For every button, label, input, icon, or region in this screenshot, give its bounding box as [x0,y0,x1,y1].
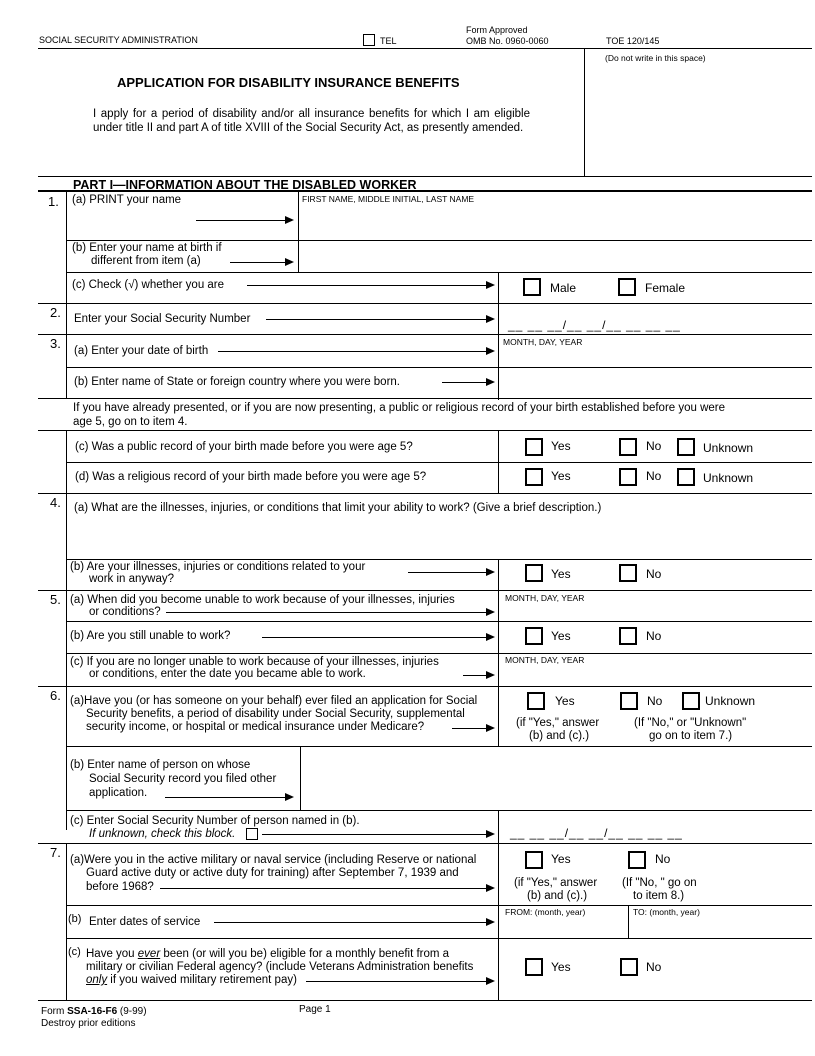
q1b-label: (b) Enter your name at birth if [72,242,222,254]
yes-label: Yes [551,469,571,483]
birthplace-field[interactable] [499,368,812,398]
q3c-label: (c) Was a public record of your birth made before you were age 5? [75,441,413,453]
toe-code: TOE 120/145 [606,36,660,46]
q7a-label: before 1968? [86,881,154,893]
q5c-label: (c) If you are no longer unable to work because of your illnesses, injuries [70,656,439,668]
q7c-emphasis: only [86,974,108,986]
dob-field[interactable] [499,349,812,365]
q3b-label: (b) Enter name of State or foreign country where you were born. [74,376,400,388]
row-rule [38,686,812,687]
q3d-no-checkbox[interactable] [619,468,637,486]
q1a-hint: FIRST NAME, MIDDLE INITIAL, LAST NAME [302,194,475,204]
q3a-hint: MONTH, DAY, YEAR [503,337,583,347]
destroy-note: Destroy prior editions [41,1018,136,1029]
q7-yes-note: (b) and (c).) [527,890,588,902]
q7c-emphasis: ever [137,948,161,960]
form-id-number: SSA-16-F6 [67,1006,118,1017]
tel-checkbox[interactable] [363,34,375,46]
birth-record-note: If you have already presented, or if you are now presenting, a public or religious record of your birth established before you were age 5, go on to item 4. [73,402,726,428]
arrow [218,351,493,352]
arrow [306,981,493,982]
form-id-date: (9-99) [117,1006,147,1017]
q5b-label: (b) Are you still unable to work? [70,630,231,642]
q6b-line: application. [89,787,148,799]
office-use-divider [584,48,585,176]
q7a-yes-checkbox[interactable] [525,851,543,869]
q7c-label [86,974,297,987]
q7-no-note: to item 8.) [633,890,685,902]
answer-column-rule [498,810,499,843]
arrow [160,888,493,889]
arrow [262,834,493,835]
q1a-label: (a) PRINT your name [72,194,182,206]
male-label: Male [550,281,577,295]
q4a-label: (a) What are the illnesses, injuries, or conditions that limit your ability to work? (Give a brief description.) [74,502,602,514]
q6b-line: (b) Enter name of person on whose [70,759,251,771]
no-label: No [646,439,662,453]
q6a-no-checkbox[interactable] [620,692,638,710]
item-number: 4. [50,495,61,510]
q3d-unknown-checkbox[interactable] [677,468,695,486]
agency-name: SOCIAL SECURITY ADMINISTRATION [39,35,198,45]
tel-label: TEL [380,36,397,46]
name-field[interactable] [299,205,812,239]
unknown-label: Unknown [703,471,754,485]
q4b-yes-checkbox[interactable] [525,564,543,582]
female-label: Female [645,281,686,295]
no-label: No [646,960,662,974]
row-rule [38,1000,812,1001]
other-ssn-field[interactable]: __ __ __/__ __/__ __ __ __ [510,826,683,840]
q5c-label: or conditions, enter the date you became able to work. [89,668,366,680]
q3c-unknown-checkbox[interactable] [677,438,695,456]
item-number: 6. [50,688,61,703]
yes-label: Yes [551,960,571,974]
row-rule [38,590,812,591]
conditions-field[interactable] [70,517,810,557]
omb-number: OMB No. 0960-0060 [466,36,549,46]
q6a-label: Security benefits, a period of disability under Social Security, supplemental [86,708,465,720]
row-rule [66,810,812,811]
q5b-yes-checkbox[interactable] [525,627,543,645]
q5b-no-checkbox[interactable] [619,627,637,645]
no-label: No [646,567,662,581]
q7c-text: been (or will you be) eligible for a monthly benefit from a [160,948,450,960]
row-rule [38,334,812,335]
q1b-label: different from item (a) [91,255,201,267]
yes-label: Yes [551,852,571,866]
q6a-label: security income, or hospital or medical insurance under Medicare? [86,721,425,733]
part1-heading: PART I—INFORMATION ABOUT THE DISABLED WORKER [73,178,417,192]
from-hint: FROM: (month, year) [505,907,586,917]
able-to-work-date-field[interactable] [499,667,812,684]
q7c-label: military or civilian Federal agency? (include Veterans Administration benefits [86,961,474,973]
item-number: 2. [50,305,61,320]
arrow [230,262,292,263]
part1-rule [38,190,812,192]
q1c-label: (c) Check (√) whether you are [72,279,225,291]
no-label: No [647,694,663,708]
q6a-label: (a)Have you (or has someone on your behalf) ever filed an application for Social [70,695,478,707]
intro-rule [38,176,812,177]
service-from-field[interactable] [499,918,627,937]
unknown-label: Unknown [705,694,756,708]
arrow [408,572,493,573]
q5a-hint: MONTH, DAY, YEAR [505,593,585,603]
q7c-text: if you waived military retirement pay) [107,974,297,986]
form-id [41,1006,147,1018]
intro-statement: I apply for a period of disability and/or all insurance benefits for which I am eligible under title II and part A of title XVIII of the Social Security Act, as presently amended. [93,108,530,134]
item-number: 1. [48,194,59,209]
ssn-field[interactable]: __ __ __/__ __/__ __ __ __ [508,318,681,332]
q7c-label [86,948,449,961]
q6a-unknown-checkbox[interactable] [682,692,700,710]
office-use-note: (Do not write in this space) [605,53,706,63]
item-number: 3. [50,336,61,351]
q7a-label: (a)Were you in the active military or naval service (including Reserve or national [70,854,477,866]
q3a-label: (a) Enter your date of birth [74,345,209,357]
q3d-yes-checkbox[interactable] [525,468,543,486]
form-approved-label: Form Approved [466,25,528,35]
q5a-label: (a) When did you become unable to work because of your illnesses, injuries [70,594,455,606]
q6-no-note: (If "No," or "Unknown" [634,717,747,729]
q6c-label: (c) Enter Social Security Number of person named in (b). [70,815,360,827]
row-rule [38,430,812,431]
q7b-prefix: (b) [68,913,82,925]
q6-no-note: go on to item 7.) [649,730,733,742]
q5c-hint: MONTH, DAY, YEAR [505,655,585,665]
q7a-no-checkbox[interactable] [628,851,646,869]
q6b-label [70,758,290,800]
row-rule [66,621,812,622]
yes-label: Yes [555,694,575,708]
q4b-label: work in anyway? [89,573,175,585]
female-checkbox[interactable] [618,278,636,296]
service-to-field[interactable] [629,918,812,937]
q3c-no-checkbox[interactable] [619,438,637,456]
row-rule [66,462,812,463]
birth-name-field[interactable] [299,241,812,271]
q2-label: Enter your Social Security Number [74,313,251,325]
q3c-yes-checkbox[interactable] [525,438,543,456]
arrow [463,675,493,676]
q6a-yes-checkbox[interactable] [527,692,545,710]
q7-yes-note: (if "Yes," answer [514,877,598,889]
q7-no-note: (If "No, " go on [622,877,697,889]
row-rule [66,905,812,906]
q7c-prefix: (c) [68,946,81,958]
arrow [214,922,493,923]
yes-label: Yes [551,439,571,453]
to-hint: TO: (month, year) [633,907,700,917]
yes-label: Yes [551,629,571,643]
unknown-label: Unknown [703,441,754,455]
q4b-label: (b) Are your illnesses, injuries or conditions related to your [70,561,366,573]
arrow [196,220,292,221]
header-rule [38,48,812,49]
q4b-no-checkbox[interactable] [619,564,637,582]
arrow [247,285,493,286]
number-column-rule [66,430,67,830]
q7c-yes-checkbox[interactable] [525,958,543,976]
disability-onset-date-field[interactable] [499,605,812,619]
q7c-text: Have you [86,948,138,960]
q7a-label: Guard active duty or active duty for training) after September 7, 1939 and [86,867,459,879]
row-rule [38,303,812,304]
q6-yes-note: (b) and (c).) [529,730,590,742]
page-number: Page 1 [299,1004,331,1015]
other-person-name-field[interactable] [301,747,812,809]
arrow [262,637,493,638]
q6b-line: Social Security record you filed other [89,773,277,785]
item-number: 7. [50,845,61,860]
form-id-prefix: Form [41,1006,68,1017]
row-rule [38,398,812,399]
q5a-label: or conditions? [89,606,161,618]
arrow [442,382,493,383]
yes-label: Yes [551,567,571,581]
item-number: 5. [50,592,61,607]
row-rule [66,559,812,560]
no-label: No [655,852,671,866]
male-checkbox[interactable] [523,278,541,296]
row-rule [66,272,812,273]
arrow [266,319,493,320]
q6-yes-note: (if "Yes," answer [516,717,600,729]
q6c-unknown-note: If unknown, check this block. [89,828,236,840]
arrow [452,728,493,729]
q7b-label: Enter dates of service [89,916,201,928]
q7c-no-checkbox[interactable] [620,958,638,976]
no-label: No [646,629,662,643]
arrow [166,612,493,613]
form-title: APPLICATION FOR DISABILITY INSURANCE BENEFITS [117,75,460,90]
row-rule [38,843,812,844]
arrow [165,797,292,798]
q6c-unknown-checkbox[interactable] [246,828,258,840]
no-label: No [646,469,662,483]
number-column-rule [66,843,67,1000]
q3d-label: (d) Was a religious record of your birth made before you were age 5? [75,471,427,483]
row-rule [38,493,812,494]
row-rule [66,938,812,939]
row-rule [66,653,812,654]
